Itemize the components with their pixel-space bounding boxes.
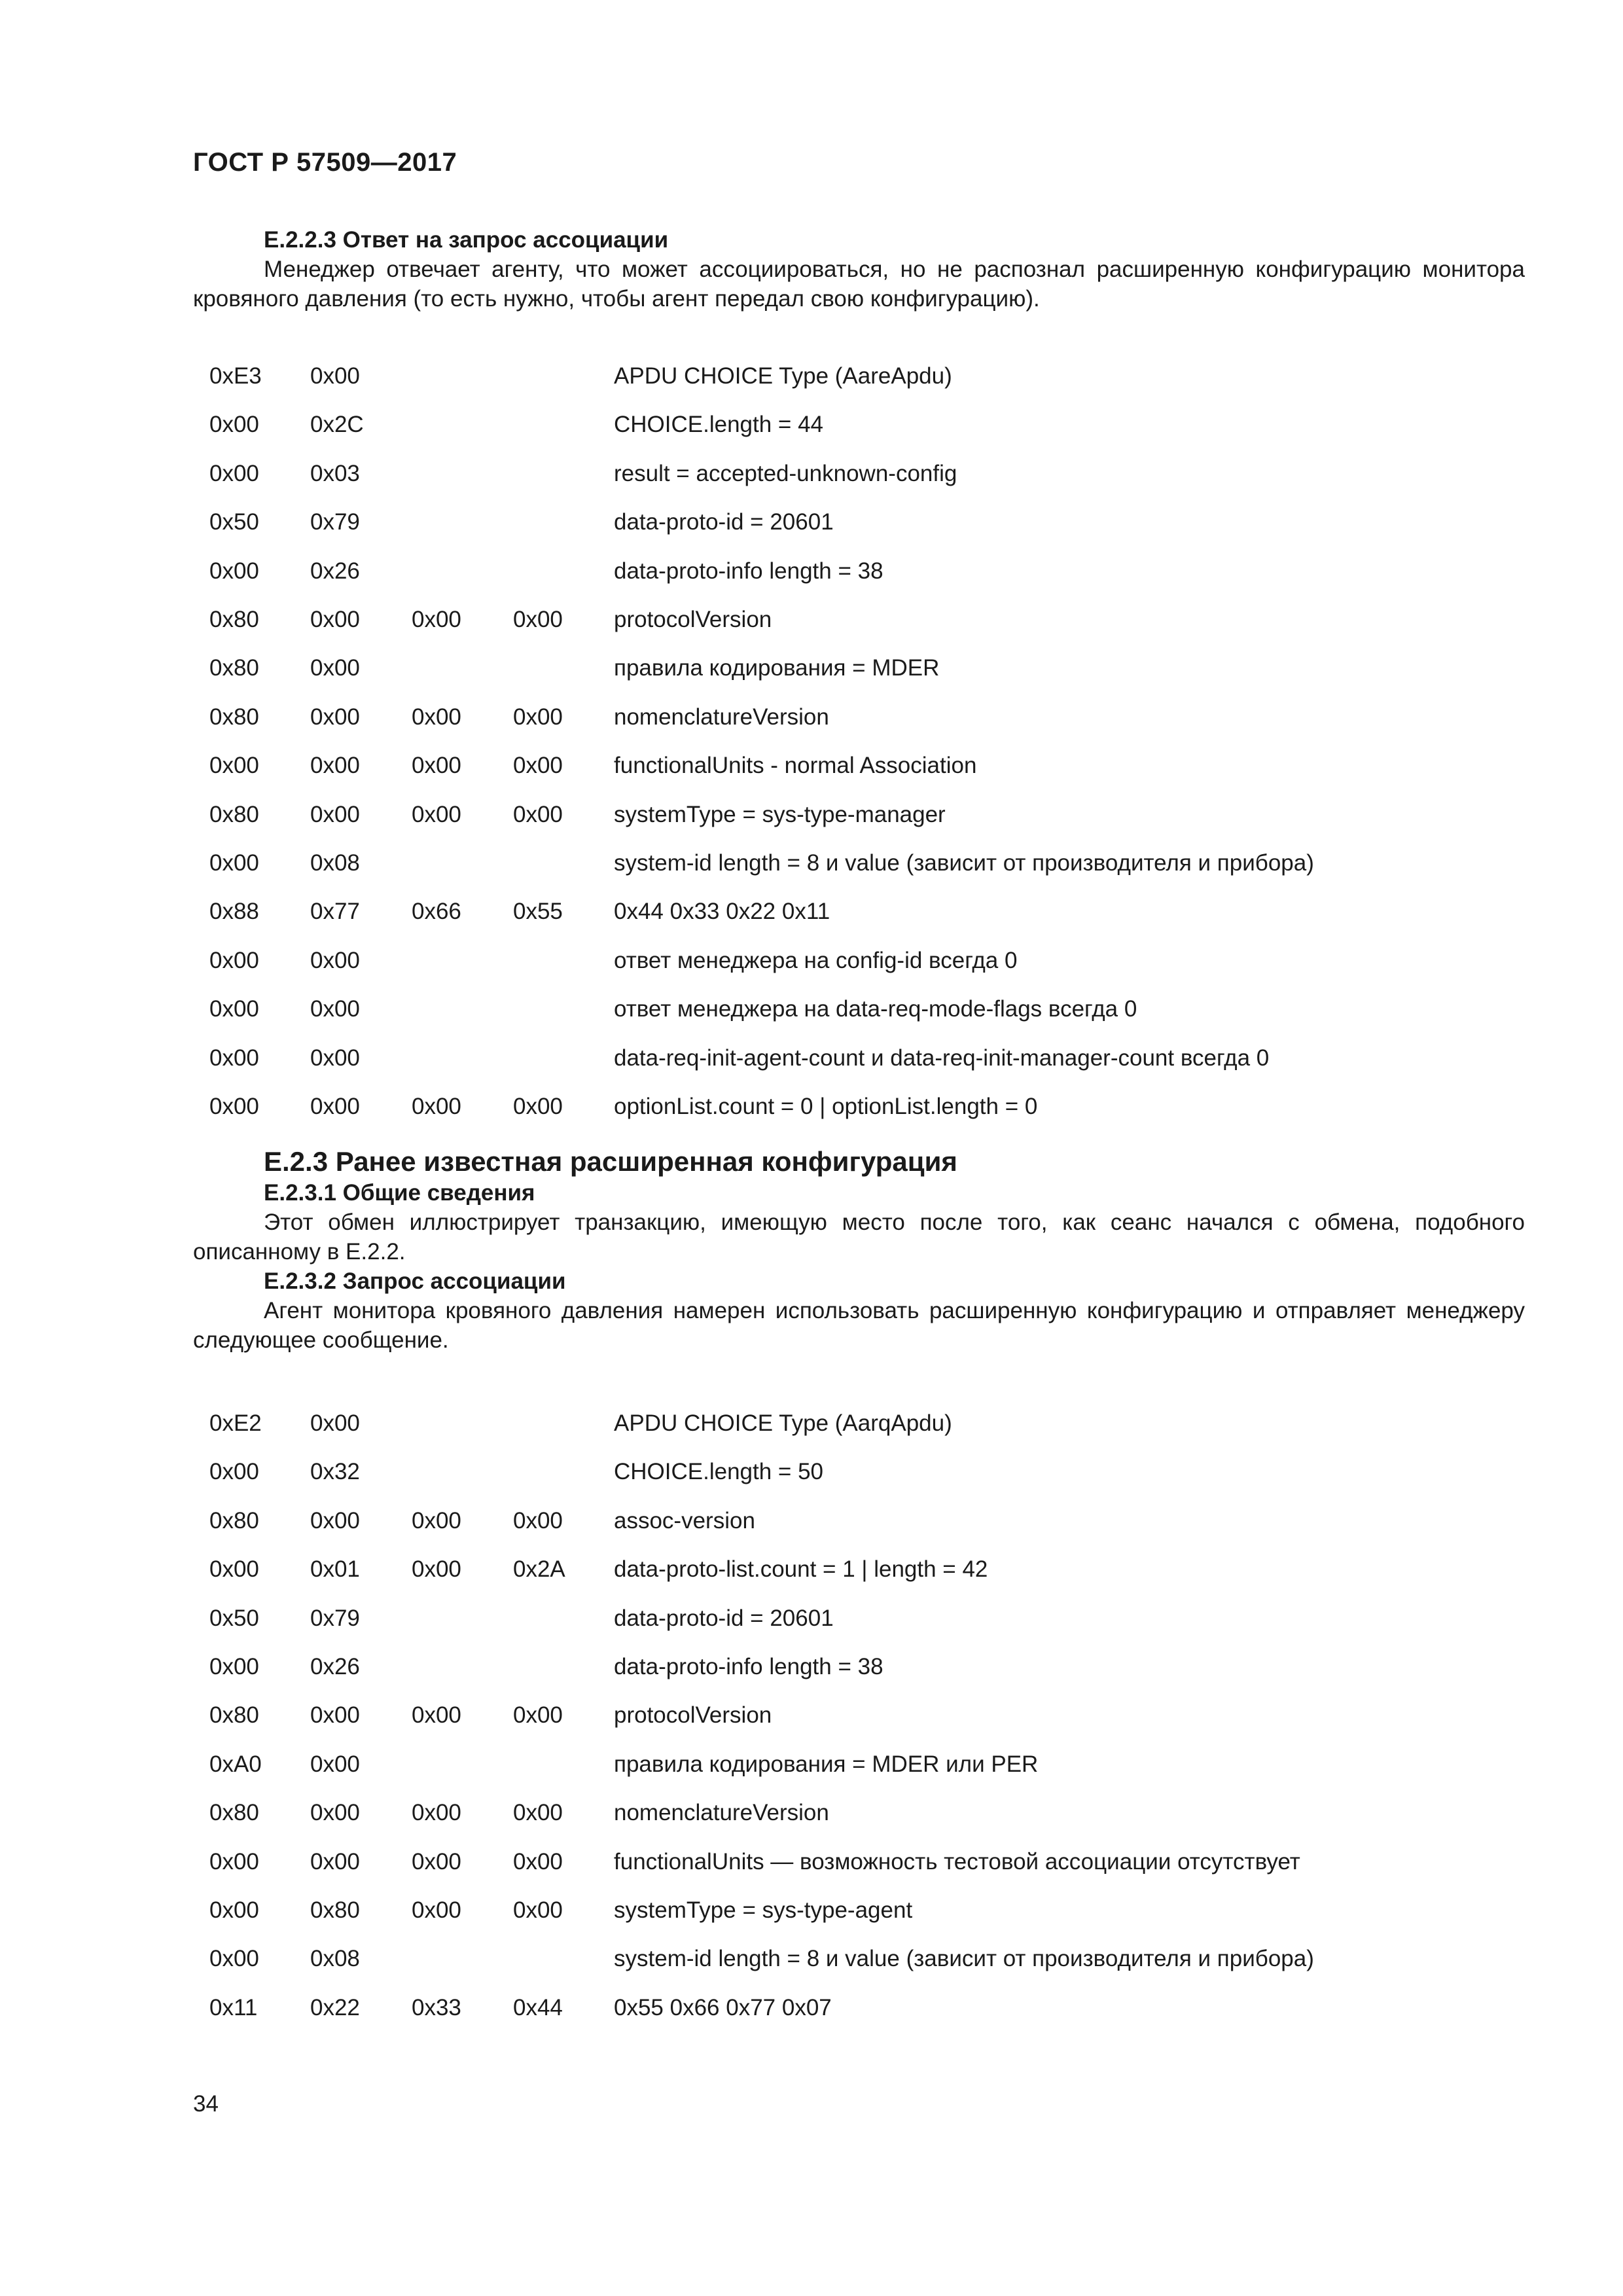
field-description: APDU CHOICE Type (AarqApdu)	[614, 1410, 952, 1436]
hex-byte-1: 0x00	[209, 1946, 259, 1972]
field-description: CHOICE.length = 50	[614, 1459, 824, 1485]
field-description: systemType = sys-type-manager	[614, 801, 946, 827]
hex-byte-1: 0x00	[209, 1045, 259, 1071]
hex-byte-3: 0x00	[412, 801, 461, 827]
hex-byte-2: 0x77	[310, 899, 360, 925]
hex-byte-1: 0x00	[209, 996, 259, 1022]
hex-byte-1: 0x80	[209, 607, 259, 632]
hex-byte-3: 0x00	[412, 704, 461, 730]
field-description: result = accepted-unknown-config	[614, 460, 957, 486]
hex-byte-4: 0x00	[513, 753, 563, 779]
hex-byte-2: 0x00	[310, 1045, 360, 1071]
hex-byte-2: 0x79	[310, 509, 360, 535]
field-description: ответ менеджера на data-req-mode-flags всегда 0	[614, 996, 1137, 1022]
hex-byte-1: 0x00	[209, 1459, 259, 1485]
field-description: functionalUnits — возможность тестовой ассоциации отсутствует	[614, 1848, 1300, 1874]
heading-e23: Е.2.3 Ранее известная расширенная конфигурация	[264, 1146, 957, 1177]
field-description: data-proto-id = 20601	[614, 509, 834, 535]
table-row	[0, 652, 1623, 685]
field-description: functionalUnits - normal Association	[614, 753, 977, 779]
table-row	[0, 701, 1623, 734]
hex-byte-1: 0x80	[209, 1702, 259, 1729]
hex-byte-1: 0x00	[209, 1556, 259, 1583]
hex-byte-1: 0x00	[209, 1094, 259, 1119]
hex-byte-1: 0xE3	[209, 363, 262, 389]
table-row	[0, 1407, 1623, 1440]
hex-byte-4: 0x44	[513, 1994, 563, 2020]
hex-byte-1: 0x00	[209, 850, 259, 876]
hex-byte-1: 0x80	[209, 801, 259, 827]
hex-byte-2: 0x00	[310, 1410, 360, 1436]
field-description: data-proto-list.count = 1 | length = 42	[614, 1556, 988, 1583]
table-row	[0, 1042, 1623, 1075]
field-description: 0x44 0x33 0x22 0x11	[614, 899, 830, 925]
hex-byte-2: 0x08	[310, 1946, 360, 1972]
hex-byte-2: 0x2C	[310, 412, 364, 438]
hex-byte-3: 0x00	[412, 1897, 461, 1923]
hex-byte-1: 0x00	[209, 1848, 259, 1874]
hex-byte-1: 0x00	[209, 947, 259, 973]
hex-byte-3: 0x00	[412, 753, 461, 779]
table-row	[0, 360, 1623, 393]
hex-byte-1: 0x80	[209, 655, 259, 681]
table-row	[0, 1651, 1623, 1683]
table-row	[0, 1456, 1623, 1488]
hex-byte-3: 0x00	[412, 1848, 461, 1874]
hex-byte-2: 0x00	[310, 607, 360, 632]
table-row	[0, 1553, 1623, 1586]
paragraph-e231: Этот обмен иллюстрирует транзакцию, имеющую место после того, как сеанс начался с обмена, подобного описанному в Е.2.2.	[193, 1210, 1525, 1265]
heading-e232: Е.2.3.2 Запрос ассоциации	[264, 1268, 566, 1294]
hex-byte-2: 0x00	[310, 1848, 360, 1874]
hex-byte-4: 0x00	[513, 1897, 563, 1923]
table-row	[0, 1602, 1623, 1635]
table-row	[0, 555, 1623, 588]
field-description: ответ менеджера на config-id всегда 0	[614, 947, 1018, 973]
table-row	[0, 1748, 1623, 1781]
hex-byte-3: 0x66	[412, 899, 461, 925]
hex-byte-1: 0x50	[209, 1605, 259, 1631]
heading-e223: Е.2.2.3 Ответ на запрос ассоциации	[264, 227, 669, 253]
hex-byte-3: 0x00	[412, 1507, 461, 1534]
hex-byte-1: 0x11	[209, 1994, 258, 2020]
table-row	[0, 1846, 1623, 1878]
hex-byte-2: 0x22	[310, 1994, 360, 2020]
field-description: правила кодирования = MDER	[614, 655, 940, 681]
hex-byte-1: 0xA0	[209, 1751, 262, 1777]
hex-byte-2: 0x01	[310, 1556, 360, 1583]
hex-byte-4: 0x55	[513, 899, 563, 925]
hex-byte-1: 0x00	[209, 460, 259, 486]
table-row	[0, 944, 1623, 977]
heading-e231: Е.2.3.1 Общие сведения	[264, 1180, 535, 1206]
hex-byte-2: 0x26	[310, 558, 360, 584]
hex-byte-3: 0x33	[412, 1994, 461, 2020]
hex-byte-4: 0x00	[513, 801, 563, 827]
field-description: data-req-init-agent-count и data-req-init-manager-count всегда 0	[614, 1045, 1270, 1071]
field-description: APDU CHOICE Type (AareApdu)	[614, 363, 952, 389]
hex-byte-1: 0x00	[209, 558, 259, 584]
field-description: nomenclatureVersion	[614, 1800, 829, 1826]
hex-byte-1: 0x00	[209, 753, 259, 779]
table-row	[0, 506, 1623, 539]
table-row	[0, 1090, 1623, 1123]
table-row	[0, 798, 1623, 831]
paragraph-e232: Агент монитора кровяного давления намерен использовать расширенную конфигурацию и отправляет менеджеру следующее сообщение.	[193, 1298, 1525, 1353]
hex-byte-2: 0x00	[310, 1800, 360, 1826]
field-description: optionList.count = 0 | optionList.length = 0	[614, 1094, 1038, 1119]
hex-byte-2: 0x00	[310, 704, 360, 730]
hex-byte-2: 0x00	[310, 1751, 360, 1777]
table-row	[0, 993, 1623, 1026]
hex-byte-1: 0x00	[209, 412, 259, 438]
table-row	[0, 457, 1623, 490]
field-description: nomenclatureVersion	[614, 704, 829, 730]
hex-byte-4: 0x00	[513, 1507, 563, 1534]
document-code-header: ГОСТ Р 57509—2017	[193, 148, 457, 177]
table-row	[0, 603, 1623, 636]
hex-byte-1: 0x80	[209, 704, 259, 730]
table-row	[0, 408, 1623, 441]
hex-byte-2: 0x80	[310, 1897, 360, 1923]
hex-byte-1: 0x00	[209, 1654, 259, 1679]
hex-byte-2: 0x00	[310, 753, 360, 779]
field-description: system-id length = 8 и value (зависит от производителя и прибора)	[614, 1946, 1314, 1972]
hex-byte-3: 0x00	[412, 1800, 461, 1826]
table-row	[0, 749, 1623, 782]
hex-byte-3: 0x00	[412, 607, 461, 632]
table-row	[0, 1894, 1623, 1927]
field-description: data-proto-info length = 38	[614, 1654, 883, 1679]
field-description: systemType = sys-type-agent	[614, 1897, 913, 1923]
hex-byte-1: 0x88	[209, 899, 259, 925]
hex-byte-4: 0x2A	[513, 1556, 565, 1583]
hex-byte-2: 0x03	[310, 460, 360, 486]
hex-byte-3: 0x00	[412, 1702, 461, 1729]
field-description: 0x55 0x66 0x77 0x07	[614, 1994, 832, 2020]
hex-byte-2: 0x00	[310, 1702, 360, 1729]
table-row	[0, 1992, 1623, 2024]
table-row	[0, 1943, 1623, 1975]
hex-byte-1: 0x00	[209, 1897, 259, 1923]
hex-byte-2: 0x08	[310, 850, 360, 876]
field-description: data-proto-info length = 38	[614, 558, 883, 584]
hex-byte-4: 0x00	[513, 1702, 563, 1729]
field-description: правила кодирования = MDER или PER	[614, 1751, 1039, 1777]
hex-byte-1: 0x80	[209, 1800, 259, 1826]
table-row	[0, 1699, 1623, 1732]
hex-byte-4: 0x00	[513, 704, 563, 730]
table-row	[0, 1797, 1623, 1829]
hex-byte-1: 0x50	[209, 509, 259, 535]
hex-byte-2: 0x00	[310, 801, 360, 827]
field-description: CHOICE.length = 44	[614, 412, 824, 438]
hex-byte-2: 0x79	[310, 1605, 360, 1631]
hex-byte-1: 0xE2	[209, 1410, 262, 1436]
hex-byte-4: 0x00	[513, 1094, 563, 1119]
hex-byte-2: 0x32	[310, 1459, 360, 1485]
hex-byte-1: 0x80	[209, 1507, 259, 1534]
table-row	[0, 1505, 1623, 1537]
field-description: system-id length = 8 и value (зависит от производителя и прибора)	[614, 850, 1314, 876]
hex-byte-4: 0x00	[513, 1800, 563, 1826]
paragraph-e223: Менеджер отвечает агенту, что может ассоциироваться, но не распознал расширенную конфигурацию монитора кровяного давления (то есть нужно, чтобы агент передал свою конфигурацию).	[193, 257, 1525, 312]
hex-byte-3: 0x00	[412, 1094, 461, 1119]
hex-byte-4: 0x00	[513, 607, 563, 632]
hex-byte-2: 0x00	[310, 363, 360, 389]
field-description: data-proto-id = 20601	[614, 1605, 834, 1631]
hex-byte-2: 0x00	[310, 1507, 360, 1534]
hex-byte-2: 0x26	[310, 1654, 360, 1679]
hex-byte-3: 0x00	[412, 1556, 461, 1583]
field-description: assoc-version	[614, 1507, 755, 1534]
table-row	[0, 895, 1623, 928]
hex-byte-2: 0x00	[310, 1094, 360, 1119]
page-number: 34	[193, 2091, 219, 2117]
hex-byte-2: 0x00	[310, 996, 360, 1022]
hex-byte-4: 0x00	[513, 1848, 563, 1874]
table-row	[0, 847, 1623, 880]
hex-byte-2: 0x00	[310, 947, 360, 973]
field-description: protocolVersion	[614, 607, 772, 632]
hex-byte-2: 0x00	[310, 655, 360, 681]
field-description: protocolVersion	[614, 1702, 772, 1729]
